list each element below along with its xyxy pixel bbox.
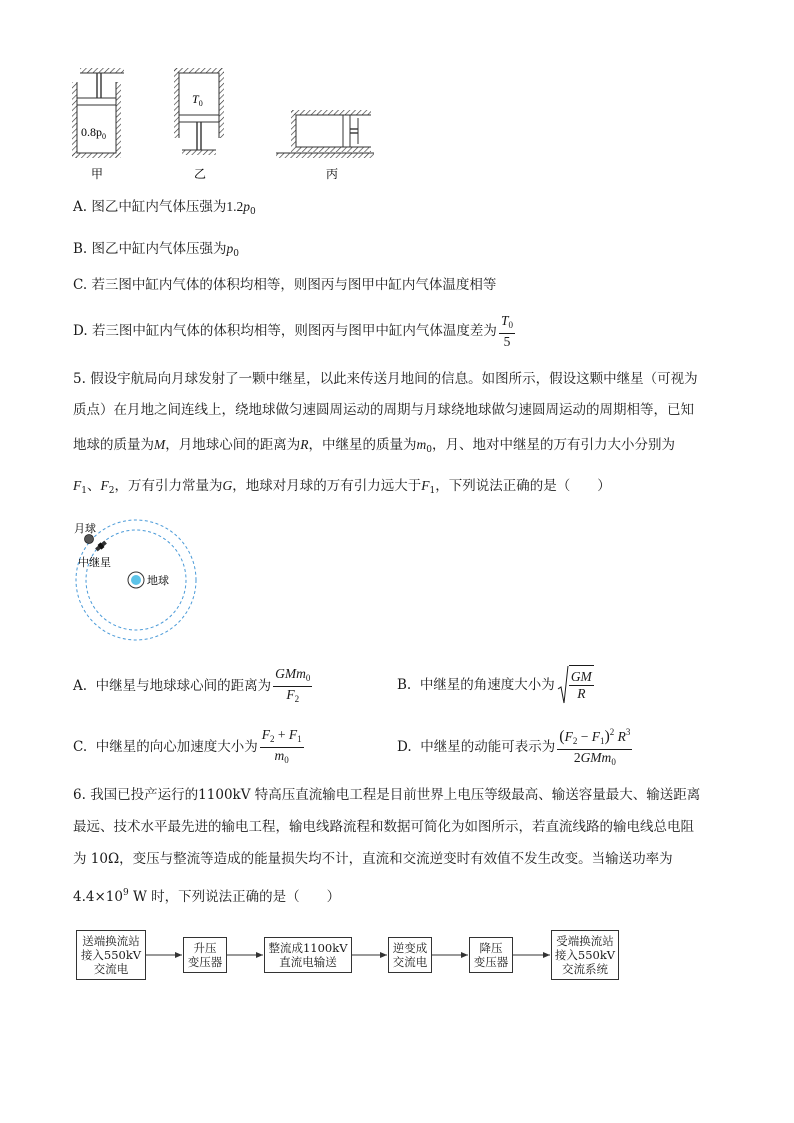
q6-stem-line3: 为 10Ω，变压与整流等造成的能量损失均不计，直流和交流逆变时有效值不发生改变。当输送功率为 [73,851,673,867]
fraction-kinetic-energy: $\frac{(F_2 - F_1)^2 R^3}{2GMm_0}$ [557,724,632,770]
yi-inner-label: $T_0$ [192,92,203,108]
figure-bing [276,110,374,181]
flow-box-step-up: 升压 变压器 [183,937,227,973]
q5-stem-line2: 质点）在月地之间连线上，绕地球做匀速圆周运动的周期与月球绕地球做匀速圆周运动的周期相等，已知 [73,402,694,418]
satellite-icon [94,540,107,552]
orbit-diagram [66,518,216,648]
q4-option-a[interactable]: A. 图乙中缸内气体压强为$1.2p_0$ [73,199,256,217]
q5-option-d[interactable]: D. 中继星的动能可表示为 $\frac{(F_2 - F_1)^2 R^3}{2GMm_0}$ [397,722,632,772]
jia-inner-label: $0.8p_0$ [81,125,106,141]
yi-label: 乙 [194,167,207,181]
figure-yi [174,68,224,181]
earth-label: 地球 [147,574,169,587]
cylinder-figures [60,60,400,185]
earth-core [131,575,141,585]
q6-stem-line1: 6. 我国已投产运行的1100kV 特高压直流输电工程是目前世界上电压等级最高、输送容量最大、输送距离 [73,787,701,803]
bing-label: 丙 [326,167,339,181]
flow-box-send-station: 送端换流站 接入550kV 交流电 [76,930,146,980]
q5-option-c[interactable]: C. 中继星的向心加速度大小为 $\frac{F_2 + F_1}{m_0}$ [73,724,304,770]
q6-stem-line2: 最远、技术水平最先进的输电工程，输电线路流程和数据可简化为如图所示，若直流线路的输电线总电阻 [73,819,694,835]
q5-stem-line4: $F_1$、$F_2$，万有引力常量为G，地球对月球的万有引力远大于$F_1$，下列说法正确的是（ ） [73,478,611,496]
flow-box-step-down: 降压 变压器 [469,937,513,973]
figure-jia [72,68,124,181]
fraction-gmm0-over-f2: $\frac{GMm_0}{F_2}$ [275,665,311,704]
q4-option-b[interactable]: B. 图乙中缸内气体压强为$p_0$ [73,241,239,259]
q6-stem-line4: $4.4\times 10^9$ W 时，下列说法正确的是（ ） [73,888,341,905]
q4-option-d[interactable]: D. 若三图中缸内气体的体积均相等，则图丙与图甲中缸内气体温度差为 $\frac{T_0}{5}$ [73,312,513,349]
flow-box-invert: 逆变成 交流电 [388,937,432,973]
flow-box-receive-station: 受端换流站 接入550kV 交流系统 [551,930,619,980]
q4-option-c[interactable]: C. 若三图中缸内气体的体积均相等，则图丙与图甲中缸内气体温度相等 [73,277,497,293]
q5-stem-line1: 5. 假设宇航局向月球发射了一颗中继星，以此来传送月地间的信息。如图所示，假设这颗中继星（可视为 [73,371,698,387]
satellite-label: 中继星 [78,556,111,569]
moon-icon [85,535,94,544]
moon-label: 月球 [74,522,96,535]
q5-stem-line3: 地球的质量为M，月地球心间的距离为R，中继星的质量为$m_0$，月、地对中继星的万有引力大小分别为 [73,437,675,455]
fraction-t0-over-5: $\frac{T_0}{5}$ [500,312,513,349]
sqrt-gm-over-r: $\frac{GM}{R}$ [557,665,594,705]
q5-option-a[interactable]: A. 中继星与地球球心间的距离为 $\frac{GMm_0}{F_2}$ [73,664,312,708]
jia-label: 甲 [91,167,104,181]
fraction-f2-plus-f1-over-m0: $\frac{F_2 + F_1}{m_0}$ [261,726,302,765]
flow-box-rectify: 整流成1100kV 直流电输送 [264,937,352,973]
q5-option-b[interactable]: B. 中继星的角速度大小为 $\frac{GM}{R}$ [397,662,594,708]
